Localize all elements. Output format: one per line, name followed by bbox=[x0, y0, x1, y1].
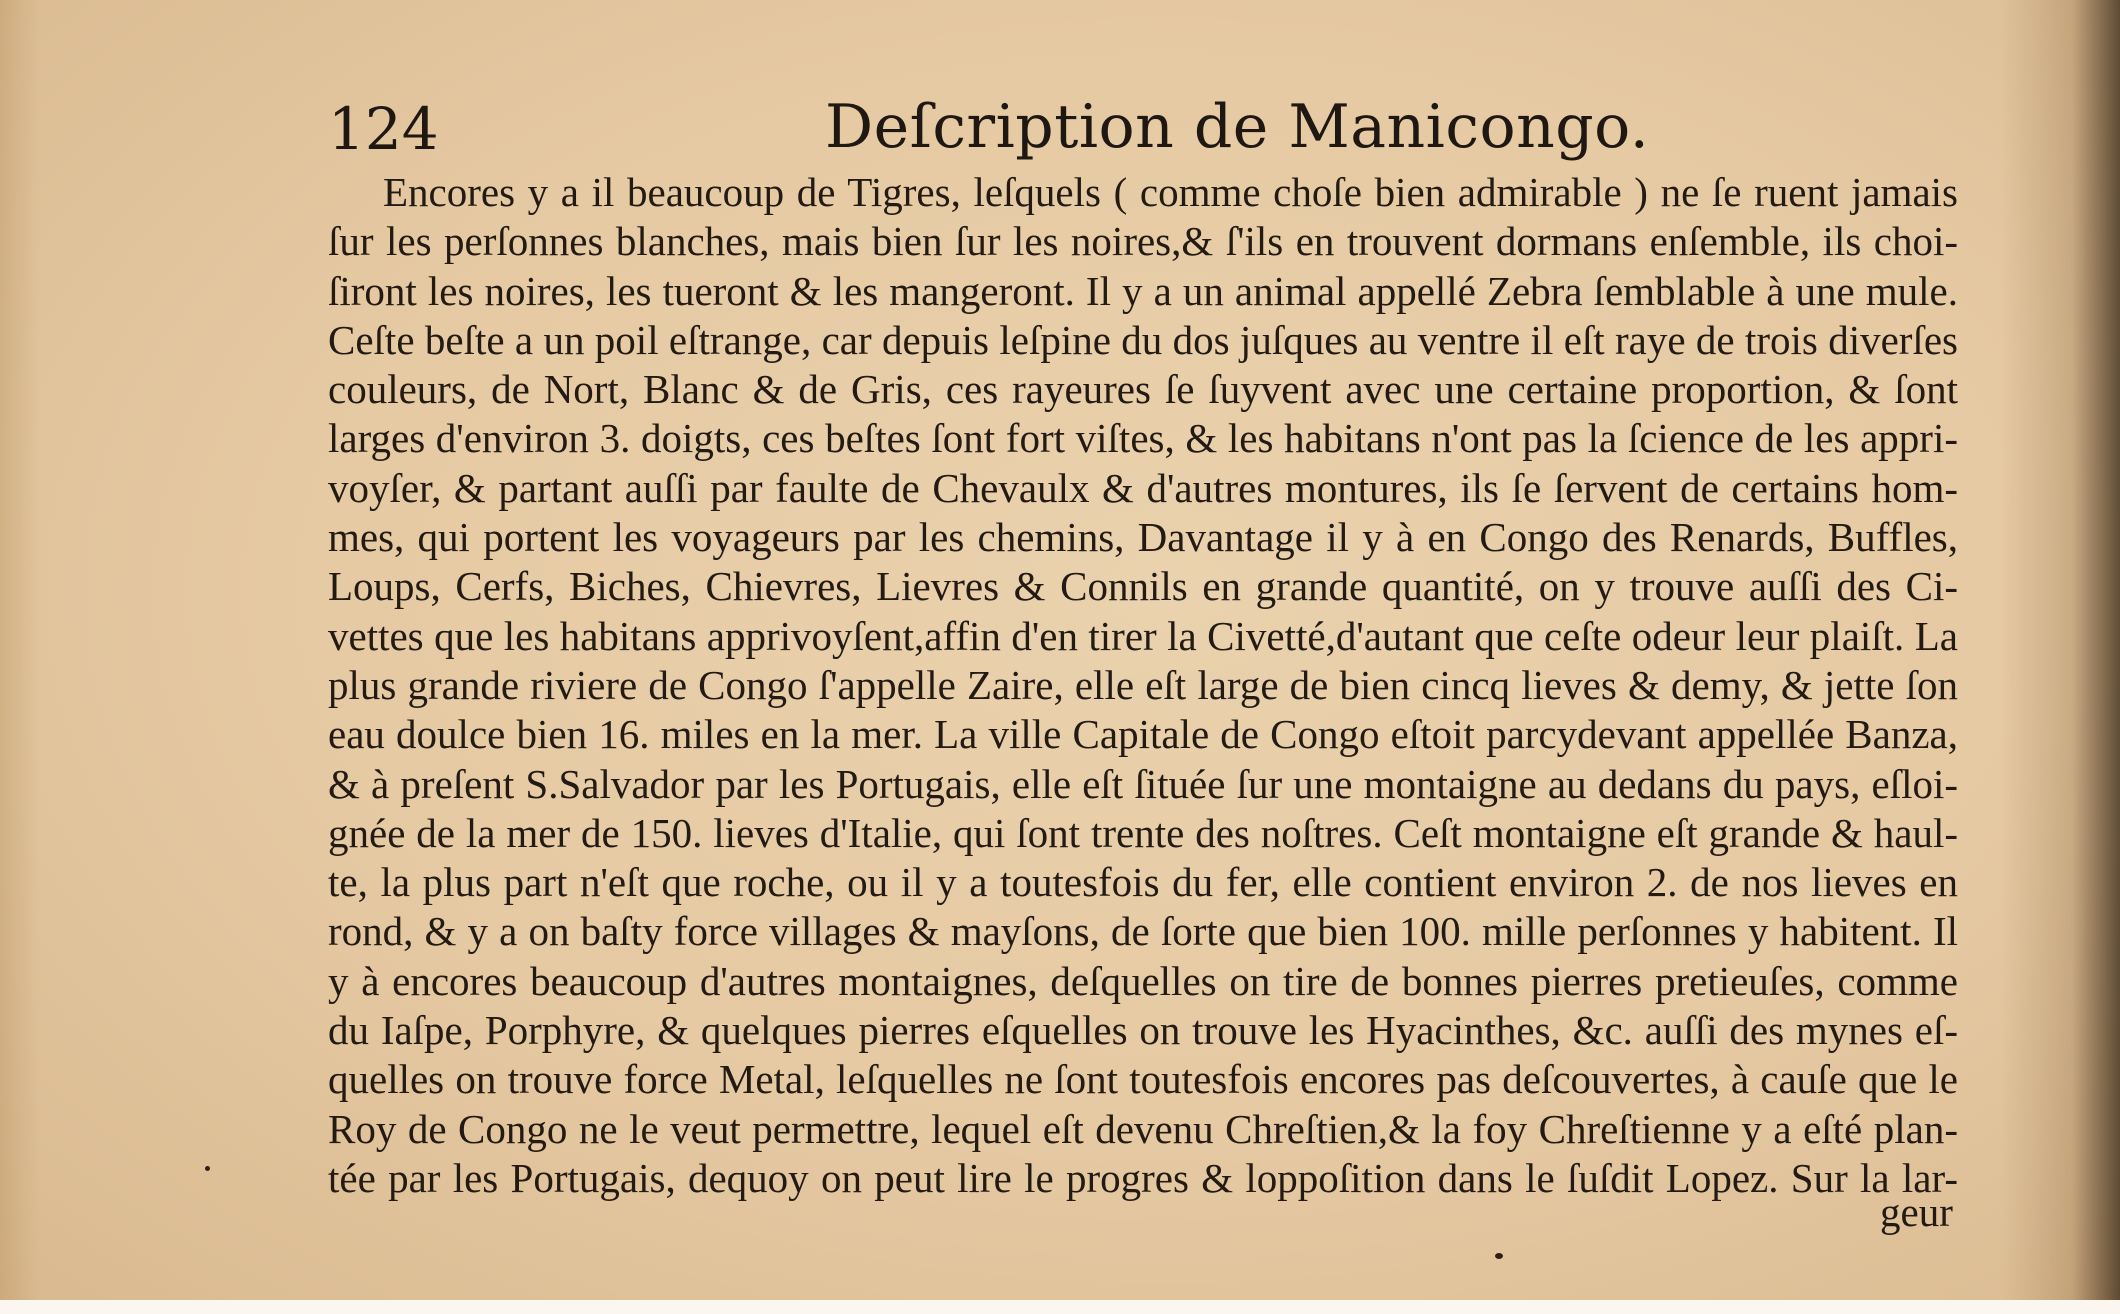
text-line: eau doulce bien 16. miles en la mer. La ville Capitale de Congo eſtoit parcydevant appellée Banza, bbox=[328, 711, 1958, 758]
text-line: plus grande riviere de Congo ſ'appelle Zaire, elle eſt large de bien cincq lieves & demy, & jette ſon bbox=[328, 661, 1958, 708]
text-line: ſur les perſonnes blanches, mais bien ſur les noires,& ſ'ils en trouvent dormans enſemble, ils choi- bbox=[328, 218, 1958, 265]
text-line: Ceſte beſte a un poil eſtrange, car depuis leſpine du dos juſques au ventre il eſt raye de trois diverſes bbox=[328, 316, 1958, 363]
text-line: y à encores beaucoup d'autres montaignes, deſquelles on tire de bonnes pierres pretieuſes, comme bbox=[328, 957, 1958, 1004]
ink-speck bbox=[1495, 1253, 1503, 1259]
text-line: gnée de la mer de 150. lieves d'Italie, qui ſont trente des noſtres. Ceſt montaigne eſt grande & haul- bbox=[328, 809, 1958, 856]
text-line: quelles on trouve force Metal, leſquelles ne ſont toutesfois encores pas deſcouvertes, à cauſe que le bbox=[328, 1056, 1958, 1103]
text-line: ſiront les noires, les tueront & les mangeront. Il y a un animal appellé Zebra ſemblable à une mule. bbox=[328, 267, 1958, 314]
text-line: Roy de Congo ne le veut permettre, lequel eſt devenu Chreſtien,& la foy Chreſtienne y a eſté plan- bbox=[328, 1105, 1958, 1152]
page-number: 124 bbox=[328, 95, 439, 163]
text-line: voyſer, & partant auſſi par faulte de Chevaulx & d'autres montures, ils ſe ſervent de certains hom- bbox=[328, 464, 1958, 511]
text-line: rond, & y a on baſty force villages & mayſons, de ſorte que bien 100. mille perſonnes y habitent. Il bbox=[328, 908, 1958, 955]
ink-speck bbox=[205, 1166, 210, 1171]
text-line: & à preſent S.Salvador par les Portugais, elle eſt ſituée ſur une montaigne au dedans du pays, eſloi- bbox=[328, 760, 1958, 807]
catchword: geur bbox=[1880, 1189, 1953, 1235]
text-line: Loups, Cerfs, Biches, Chievres, Lievres & Connils en grande quantité, on y trouve auſſi des Ci- bbox=[328, 563, 1958, 610]
text-line: du Iaſpe, Porphyre, & quelques pierres eſquelles on trouve les Hyacinthes, &c. auſſi des mynes eſ- bbox=[328, 1007, 1958, 1054]
page-edge-shadow-left bbox=[0, 0, 40, 1314]
text-line: larges d'environ 3. doigts, ces beſtes ſont fort viſtes, & les habitans n'ont pas la ſcience de les appri- bbox=[328, 415, 1958, 462]
text-line: mes, qui portent les voyageurs par les chemins, Davantage il y à en Congo des Renards, Buffles, bbox=[328, 514, 1958, 561]
text-line: couleurs, de Nort, Blanc & de Gris, ces rayeures ſe ſuyvent avec une certaine proportion, & ſont bbox=[328, 366, 1958, 413]
body-text bbox=[328, 168, 1958, 1203]
text-line: Encores y a il beaucoup de Tigres, leſquels ( comme choſe bien admirable ) ne ſe ruent jamais bbox=[383, 169, 1958, 215]
text-line: vettes que les habitans apprivoyſent,affin d'en tirer la Civetté,d'autant que ceſte odeur leur plaiſt. La bbox=[328, 612, 1958, 659]
running-head: Deſcription de Manicongo. bbox=[825, 92, 1650, 162]
page-gutter-shadow-right bbox=[2000, 0, 2120, 1314]
text-line: te, la plus part n'eſt que roche, ou il y a toutesfois du fer, elle contient environ 2. de nos lieves en bbox=[328, 859, 1958, 906]
text-line: tée par les Portugais, dequoy on peut lire le progres & loppoſition dans le ſuſdit Lopez. Sur la lar- bbox=[328, 1154, 1958, 1201]
page-bottom-edge bbox=[0, 1300, 2120, 1314]
